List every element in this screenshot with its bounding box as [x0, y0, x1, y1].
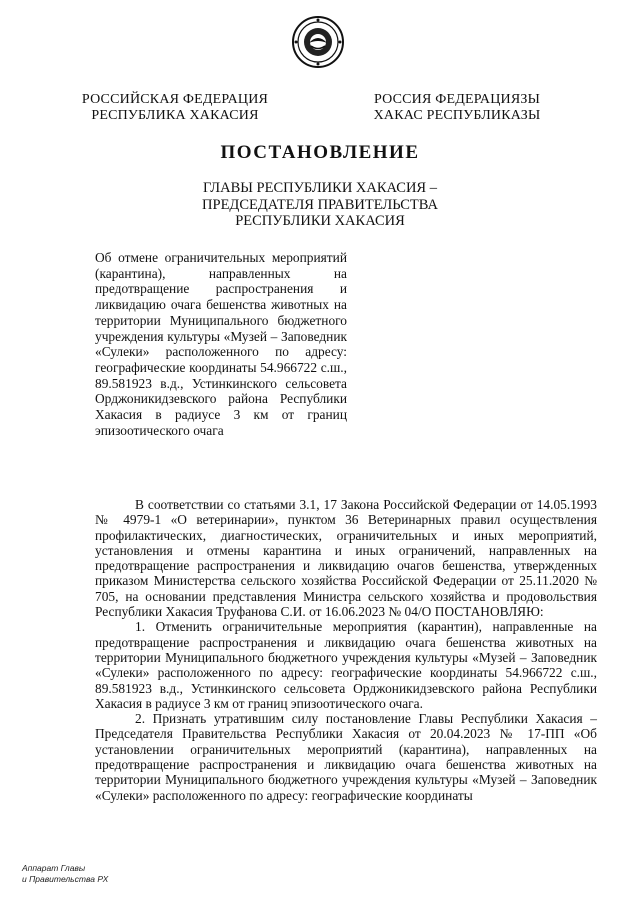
header-left — [80, 92, 270, 124]
subtitle-line3: РЕСПУБЛИКИ ХАКАСИЯ — [235, 213, 405, 229]
preamble-paragraph: В соответствии со статьями 3.1, 17 Закона Российской Федерации от 14.05.1993 № 4979-1 «О ветеринарии», пунктом 36 Ветеринарных правил осуществления профилактических, диагностических, ограничительных и иных мероприятий, установления и отмены карантина и иных ограничений, направленных на предотвращение распространения и ликвидацию очагов бешенства, утвержденных приказом Министерства сельского хозяйства Российской Федерации от 25.11.2020 № 705, на основании представления Министра сельского хозяйства и продовольствия Республики Хакасия Труфанова С.И. от 16.06.2023 № 04/О ПОСТАНОВЛЯЮ: — [95, 497, 597, 620]
item-1-paragraph: 1. Отменить ограничительные мероприятия (карантин), направленные на предотвращение распространения и ликвидацию очага бешенства животных на территории Муниципального бюджетного учреждения культуры «Музей – Заповедник «Сулеки» расположенного по адресу: географические координаты 54.966722 с.ш., 89.581923 в.д., Устинкинского сельсовета Орджоникидзевского района Республики Хакасия в радиусе 3 км от границ эпизоотического очага. — [95, 619, 597, 711]
document-body — [95, 497, 597, 803]
item-2-paragraph: 2. Признать утратившим силу постановление Главы Республики Хакасия – Председателя Правительства Республики Хакасия от 20.04.2023 № 17-ПП «Об установлении ограничительных мероприятий (карантина), направленных на предотвращение распространения и ликвидацию очага бешенства животных на территории Муниципального бюджетного учреждения культуры «Музей – Заповедник «Сулеки» расположенного по адресу: географические координаты — [95, 711, 597, 803]
document-subject: Об отмене ограничительных мероприятий (карантина), направленных на предотвращение распространения и ликвидацию очага бешенства животных на территории Муниципального бюджетного учреждения культуры «Музей – Заповедник «Сулеки» расположенного по адресу: географические координаты 54.966722 с.ш., 89.581923 в.д., Устинкинского сельсовета Орджоникидзевского района Республики Хакасия в радиусе 3 км от границ эпизоотического очага — [95, 250, 347, 438]
document-title: ПОСТАНОВЛЕНИЕ — [220, 142, 420, 163]
coat-of-arms-icon — [291, 15, 345, 69]
header-left-line2: РЕСПУБЛИКА ХАКАСИЯ — [91, 108, 259, 123]
header-right — [362, 92, 552, 124]
office-stamp — [22, 863, 108, 884]
document-subtitle — [150, 180, 490, 230]
header-left-line1: РОССИЙСКАЯ ФЕДЕРАЦИЯ — [81, 92, 269, 107]
subtitle-line2: ПРЕДСЕДАТЕЛЯ ПРАВИТЕЛЬСТВА — [202, 196, 438, 213]
stamp-line2: и Правительства РХ — [22, 873, 109, 884]
header-right-line2: ХАКАС РЕСПУБЛИКАЗЫ — [373, 108, 541, 123]
subtitle-line1: ГЛАВЫ РЕСПУБЛИКИ ХАКАСИЯ – — [203, 180, 437, 196]
stamp-line1: Аппарат Главы — [22, 863, 86, 873]
header-right-line1: РОССИЯ ФЕДЕРАЦИЯЗЫ — [373, 92, 541, 107]
